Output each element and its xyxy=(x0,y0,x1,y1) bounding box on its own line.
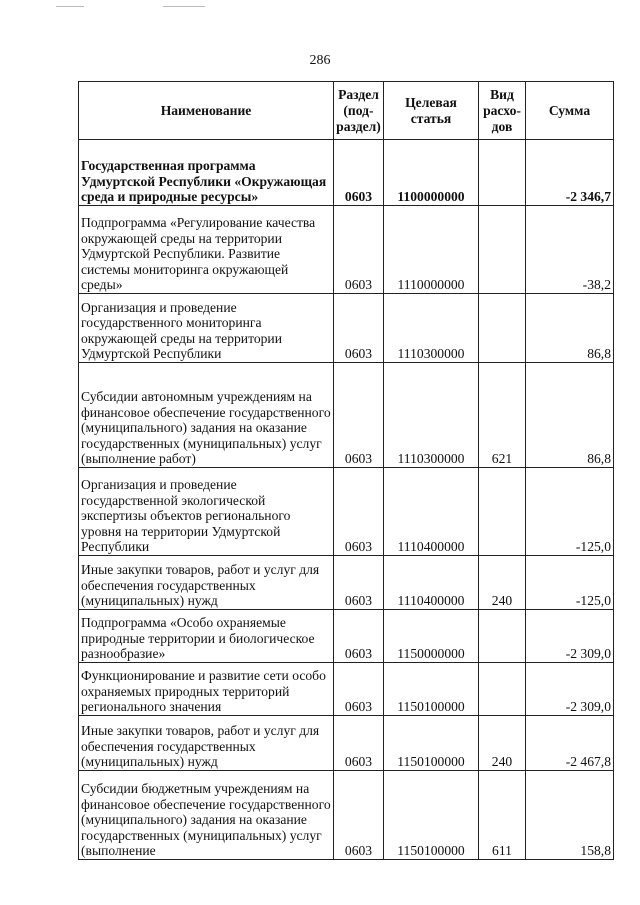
row-target: 1110400000 xyxy=(384,468,479,556)
row-name: Организация и проведение государственной экологической экспертизы объектов регионального уровня на территории Удмуртской Республики xyxy=(79,468,334,556)
row-section: 0603 xyxy=(334,610,384,663)
row-name: Иные закупки товаров, работ и услуг для обеспечения государственных (муниципальных) нужд xyxy=(79,716,334,771)
row-sum: -2 467,8 xyxy=(526,716,614,771)
row-section: 0603 xyxy=(334,663,384,716)
row-kind xyxy=(479,610,526,663)
row-name: Субсидии автономным учреждениям на финансовое обеспечение государственного (муниципального) задания на оказание государственных (муниципальных) услуг (выполнение работ) xyxy=(79,363,334,468)
row-sum: -2 346,7 xyxy=(526,140,614,206)
table-row xyxy=(79,140,614,206)
row-target: 1100000000 xyxy=(384,140,479,206)
row-section: 0603 xyxy=(334,363,384,468)
row-kind xyxy=(479,294,526,363)
table-row xyxy=(79,556,614,610)
row-kind: 621 xyxy=(479,363,526,468)
budget-table xyxy=(78,81,614,860)
row-name: Организация и проведение государственного мониторинга окружающей среды на территории Удмуртской Республики xyxy=(79,294,334,363)
row-sum: 86,8 xyxy=(526,363,614,468)
row-section: 0603 xyxy=(334,294,384,363)
scan-artifact xyxy=(163,6,205,7)
table-row xyxy=(79,663,614,716)
table-row xyxy=(79,206,614,294)
table-header-row xyxy=(79,82,614,140)
table-row xyxy=(79,610,614,663)
table-row xyxy=(79,363,614,468)
table-row xyxy=(79,771,614,860)
row-target: 1110000000 xyxy=(384,206,479,294)
scan-artifact xyxy=(56,6,84,7)
header-section: Раздел (под-раздел) xyxy=(334,82,384,140)
row-sum: -2 309,0 xyxy=(526,610,614,663)
row-name: Функционирование и развитие сети особо охраняемых природных территорий регионального значения xyxy=(79,663,334,716)
row-kind xyxy=(479,206,526,294)
row-kind xyxy=(479,140,526,206)
row-sum: -38,2 xyxy=(526,206,614,294)
header-kind: Вид расхо-дов xyxy=(479,82,526,140)
row-sum: -125,0 xyxy=(526,556,614,610)
row-kind: 240 xyxy=(479,716,526,771)
row-target: 1110300000 xyxy=(384,363,479,468)
row-sum: 158,8 xyxy=(526,771,614,860)
row-target: 1150100000 xyxy=(384,771,479,860)
row-section: 0603 xyxy=(334,206,384,294)
row-kind xyxy=(479,468,526,556)
row-target: 1150100000 xyxy=(384,716,479,771)
row-name: Подпрограмма «Особо охраняемые природные территории и биологическое разнообразие» xyxy=(79,610,334,663)
row-target: 1110400000 xyxy=(384,556,479,610)
row-section: 0603 xyxy=(334,716,384,771)
row-kind xyxy=(479,663,526,716)
row-section: 0603 xyxy=(334,556,384,610)
header-target: Целевая статья xyxy=(384,82,479,140)
header-name: Наименование xyxy=(79,82,334,140)
page-number: 286 xyxy=(309,53,331,68)
header-sum: Сумма xyxy=(526,82,614,140)
row-sum: -125,0 xyxy=(526,468,614,556)
row-name: Подпрограмма «Регулирование качества окружающей среды на территории Удмуртской Республики. Развитие системы мониторинга окружающей среды» xyxy=(79,206,334,294)
table-row xyxy=(79,468,614,556)
row-name: Субсидии бюджетным учреждениям на финансовое обеспечение государственного (муниципального) задания на оказание государственных (муниципальных) услуг (выполнение xyxy=(79,771,334,860)
row-target: 1150000000 xyxy=(384,610,479,663)
row-target: 1150100000 xyxy=(384,663,479,716)
row-name: Иные закупки товаров, работ и услуг для обеспечения государственных (муниципальных) нужд xyxy=(79,556,334,610)
table-row xyxy=(79,716,614,771)
row-target: 1110300000 xyxy=(384,294,479,363)
table-row xyxy=(79,294,614,363)
row-section: 0603 xyxy=(334,468,384,556)
row-section: 0603 xyxy=(334,140,384,206)
row-name: Государственная программа Удмуртской Республики «Окружающая среда и природные ресурсы» xyxy=(79,140,334,206)
row-kind: 611 xyxy=(479,771,526,860)
row-kind: 240 xyxy=(479,556,526,610)
row-sum: 86,8 xyxy=(526,294,614,363)
row-section: 0603 xyxy=(334,771,384,860)
row-sum: -2 309,0 xyxy=(526,663,614,716)
